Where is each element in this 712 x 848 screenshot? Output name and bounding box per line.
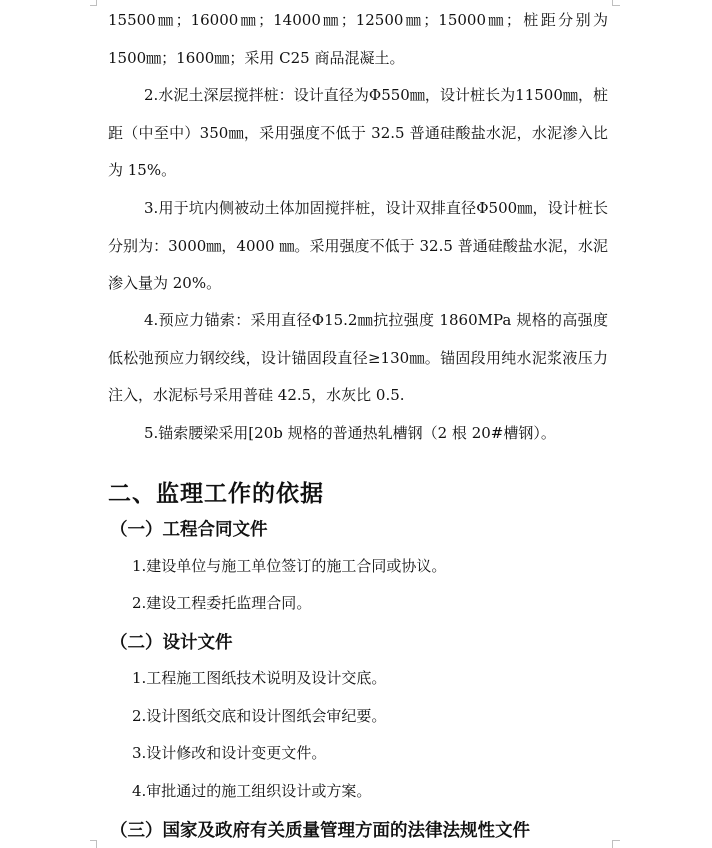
paragraph-waist-beam: 5.锚索腰梁采用[20b 规格的普通热轧槽钢（2 根 20#槽钢）。: [144, 424, 556, 442]
subsection-heading-design: （二）设计文件: [110, 633, 233, 653]
list-item: 2.建设工程委托监理合同。: [132, 594, 312, 612]
paragraph-prestressed-anchor: 4.预应力锚索：采用直径Φ15.2㎜抗拉强度 1860MPa 规格的高强度低松弛预应力钢绞线，设计锚固段直径≥130㎜。锚固段用纯水泥浆液压力注入，水泥标号采用普硅 42.5，水灰比 0.5.: [108, 311, 608, 404]
subsection-heading-contracts: （一）工程合同文件: [110, 520, 268, 540]
list-item: 1.工程施工图纸技术说明及设计交底。: [132, 669, 387, 687]
list-item: 2.设计图纸交底和设计图纸会审纪要。: [132, 707, 387, 725]
corner-mark-bottom-right-h: [612, 840, 620, 841]
corner-mark-top-left-h: [90, 5, 97, 6]
subsection-heading-regulations: （三）国家及政府有关质量管理方面的法律法规性文件: [110, 821, 530, 841]
paragraph-pile-lengths: 15500㎜；16000㎜；14000㎜；12500㎜；15000㎜；桩距分别为 1500㎜；1600㎜；采用 C25 商品混凝土。: [108, 11, 608, 67]
list-item: 3.设计修改和设计变更文件。: [132, 744, 327, 762]
list-item: 1.建设单位与施工单位签订的施工合同或协议。: [132, 557, 447, 575]
section-heading: 二、监理工作的依据: [108, 481, 324, 507]
corner-mark-bottom-right: [612, 840, 613, 848]
corner-mark-bottom-left: [96, 840, 97, 848]
paragraph-passive-soil-pile: 3.用于坑内侧被动土体加固搅拌桩，设计双排直径Φ500㎜，设计桩长分别为：3000㎜，4000 ㎜。采用强度不低于 32.5 普通硅酸盐水泥，水泥渗入量为 20%。: [108, 199, 608, 292]
corner-mark-bottom-left-h: [90, 840, 97, 841]
corner-mark-top-right-h: [612, 5, 620, 6]
list-item: 4.审批通过的施工组织设计或方案。: [132, 782, 372, 800]
paragraph-mixing-pile: 2.水泥土深层搅拌桩：设计直径为Φ550㎜，设计桩长为11500㎜，桩距（中至中）350㎜，采用强度不低于 32.5 普通硅酸盐水泥，水泥渗入比为 15%。: [108, 86, 608, 179]
